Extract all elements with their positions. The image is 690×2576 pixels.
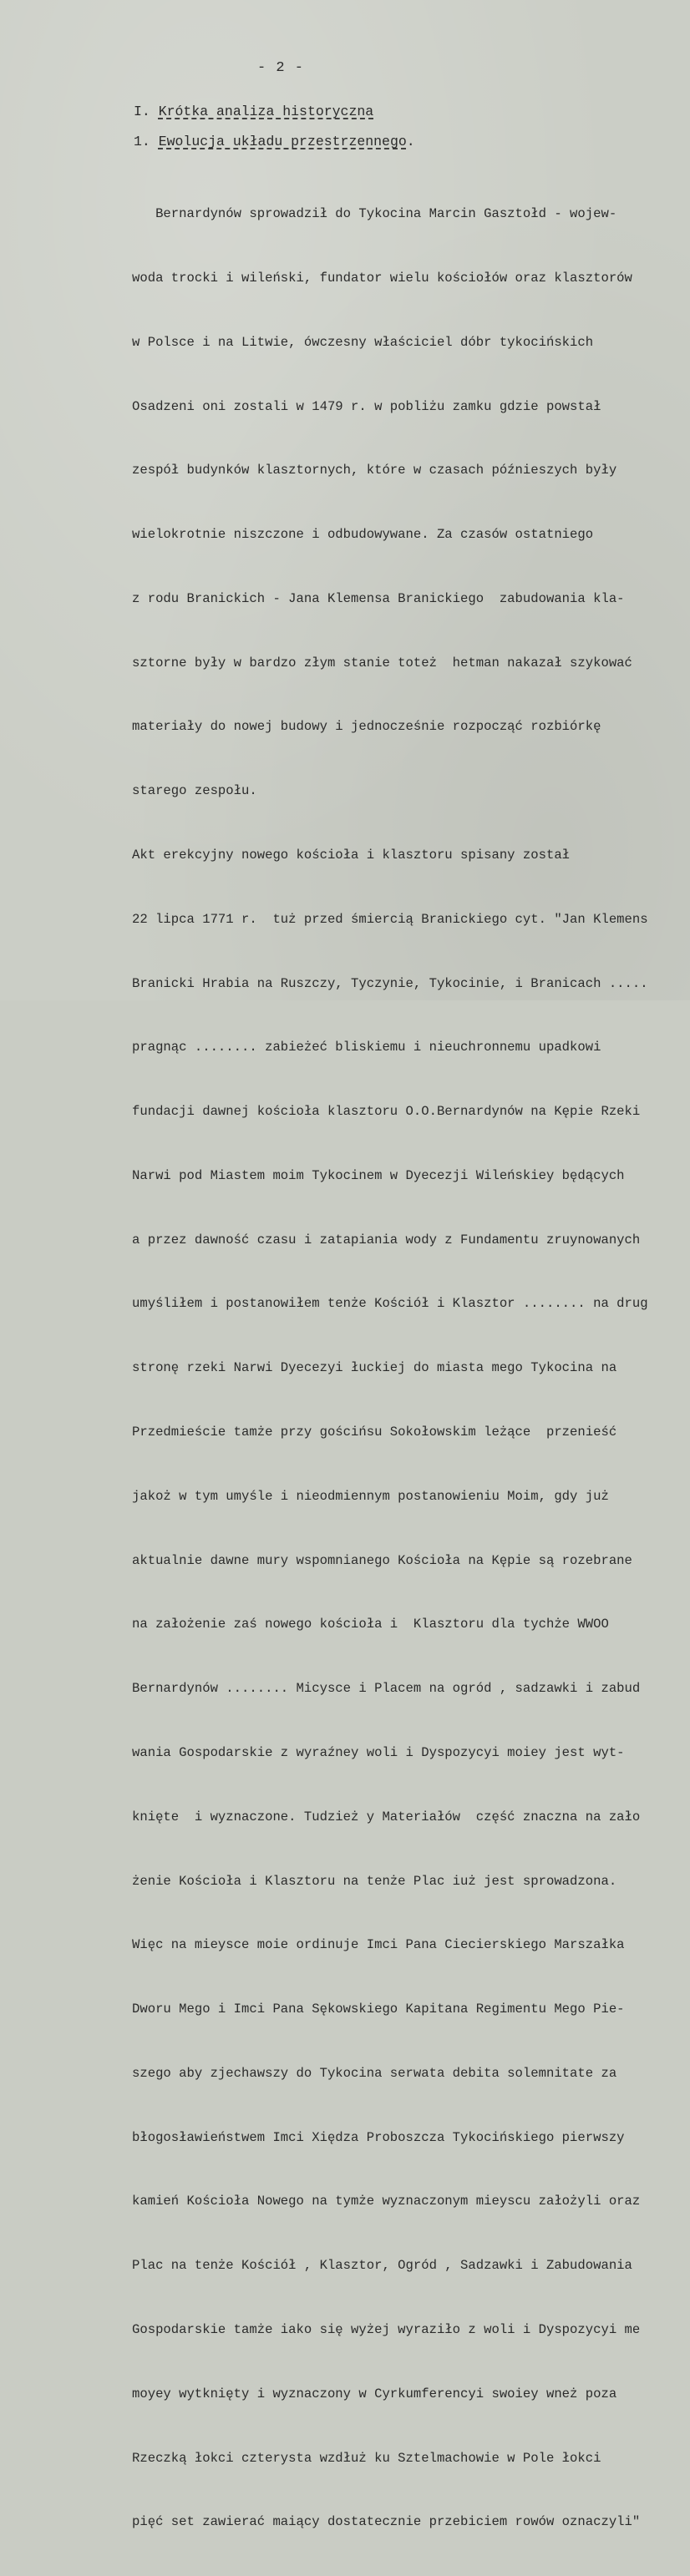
subsection-title: Ewolucja układu przestrzennego xyxy=(158,134,407,149)
text-line: stronę rzeki Narwi Dyecezyi łuckiej do miasta mego Tykocina na xyxy=(132,1360,617,1376)
text-line: jakoż w tym umyśle i nieodmiennym postanowieniu Moim, gdy już xyxy=(132,1488,609,1504)
text-line: Osadzeni oni zostali w 1479 r. w pobliżu zamku gdzie powstał xyxy=(132,398,601,414)
text-line: aktualnie dawne mury wspomnianego Kościoła na Kępie są rozebrane xyxy=(132,1552,632,1568)
section-number: I. xyxy=(134,104,159,119)
text-line: Akt erekcyjny nowego kościoła i klasztoru spisany został xyxy=(132,848,571,863)
text-line: woda trocki i wileński, fundator wielu kościołów oraz klasztorów xyxy=(132,270,632,286)
text-line: Branicki Hrabia na Ruszczy, Tyczynie, Tykocinie, i Branicach ..... xyxy=(132,975,648,991)
text-line: Więc na mieysce moie ordinuje Imci Pana Ciecierskiego Marszałka xyxy=(132,1937,625,1953)
text-line: moyey wytknięty i wyznaczony w Cyrkumferencyi swoiey wneż poza xyxy=(132,2386,617,2401)
text-line: zespół budynków klasztornych, które w czasach późnieszych były xyxy=(132,463,617,478)
text-line: sztorne były w bardzo złym stanie toteż hetman nakazał szykować xyxy=(132,655,632,671)
body-text xyxy=(132,161,687,2576)
subsection-heading xyxy=(134,134,415,149)
text-line: materiały do nowej budowy i jednocześnie rozpocząć rozbiórkę xyxy=(132,719,601,735)
text-line: wielokrotnie niszczone i odbudowywane. Za czasów ostatniego xyxy=(132,527,594,543)
text-line: Rzeczką łokci czterysta wzdłuż ku Sztelmachowie w Pole łokci xyxy=(132,2450,601,2466)
text-line: z rodu Branickich - Jana Klemensa Branickiego zabudowania kla- xyxy=(132,590,625,606)
page-number: - 2 - xyxy=(257,60,305,76)
section-title: Krótka analiza historyczna xyxy=(158,104,374,119)
text-line: fundacji dawnej kościoła klasztoru O.O.Bernardynów na Kępie Rzeki xyxy=(132,1104,641,1120)
text-line: Narwi pod Miastem moim Tykocinem w Dyecezji Wileńskiey będących xyxy=(132,1167,625,1183)
text-line: żenie Kościoła i Klasztoru na tenże Plac iuż jest sprowadzona. xyxy=(132,1873,617,1889)
text-line: błogosławieństwem Imci Xiędza Proboszcza Tykocińskiego pierwszy xyxy=(132,2129,625,2145)
text-line: starego zespołu. xyxy=(132,783,257,799)
text-line: Dworu Mego i Imci Pana Sękowskiego Kapitana Regimentu Mego Pie- xyxy=(132,2002,625,2017)
text-line: pragnąc ........ zabieżeć bliskiemu i nieuchronnemu upadkowi xyxy=(132,1040,601,1055)
subsection-number: 1. xyxy=(134,134,159,149)
text-line: na założenie zaś nowego kościoła i Klasztoru dla tychże WWOO xyxy=(132,1617,609,1632)
text-line: pięć set zawierać maiący dostatecznie przebiciem rowów oznaczyli" xyxy=(132,2514,641,2530)
text-line: Bernardynów sprowadził do Tykocina Marcin Gasztołd - wojew- xyxy=(132,206,617,222)
text-line: kamień Kościoła Nowego na tymże wyznaczonym mieyscu założyli oraz xyxy=(132,2194,641,2209)
section-heading xyxy=(134,104,373,119)
text-line: Przedmieście tamże przy gościńsu Sokołowskim leżące przenieść xyxy=(132,1425,617,1440)
text-line: 22 lipca 1771 r. tuż przed śmiercią Branickiego cyt. "Jan Klemens xyxy=(132,911,648,927)
text-line: umyśliłem i postanowiłem tenże Kościół i Klasztor ........ na drug xyxy=(132,1296,648,1312)
text-line: a przez dawność czasu i zatapiania wody z Fundamentu zruynowanych xyxy=(132,1232,641,1248)
text-line: knięte i wyznaczone. Tudzież y Materiałów część znaczna na zało xyxy=(132,1809,641,1824)
text-line: wania Gospodarskie z wyraźney woli i Dyspozycyi moiey jest wyt- xyxy=(132,1744,625,1760)
text-line: Plac na tenże Kościół , Klasztor, Ogród , Sadzawki i Zabudowania xyxy=(132,2258,632,2274)
text-line: szego aby zjechawszy do Tykocina serwata debita solemnitate za xyxy=(132,2065,617,2081)
subsection-suffix: . xyxy=(406,134,415,149)
text-line: w Polsce i na Litwie, ówczesny właściciel dóbr tykocińskich xyxy=(132,334,594,350)
text-line: Bernardynów ........ Micysce i Placem na ogród , sadzawki i zabud xyxy=(132,1681,641,1697)
text-line: Gospodarskie tamże iako się wyżej wyraziło z woli i Dyspozycyi me xyxy=(132,2321,641,2337)
